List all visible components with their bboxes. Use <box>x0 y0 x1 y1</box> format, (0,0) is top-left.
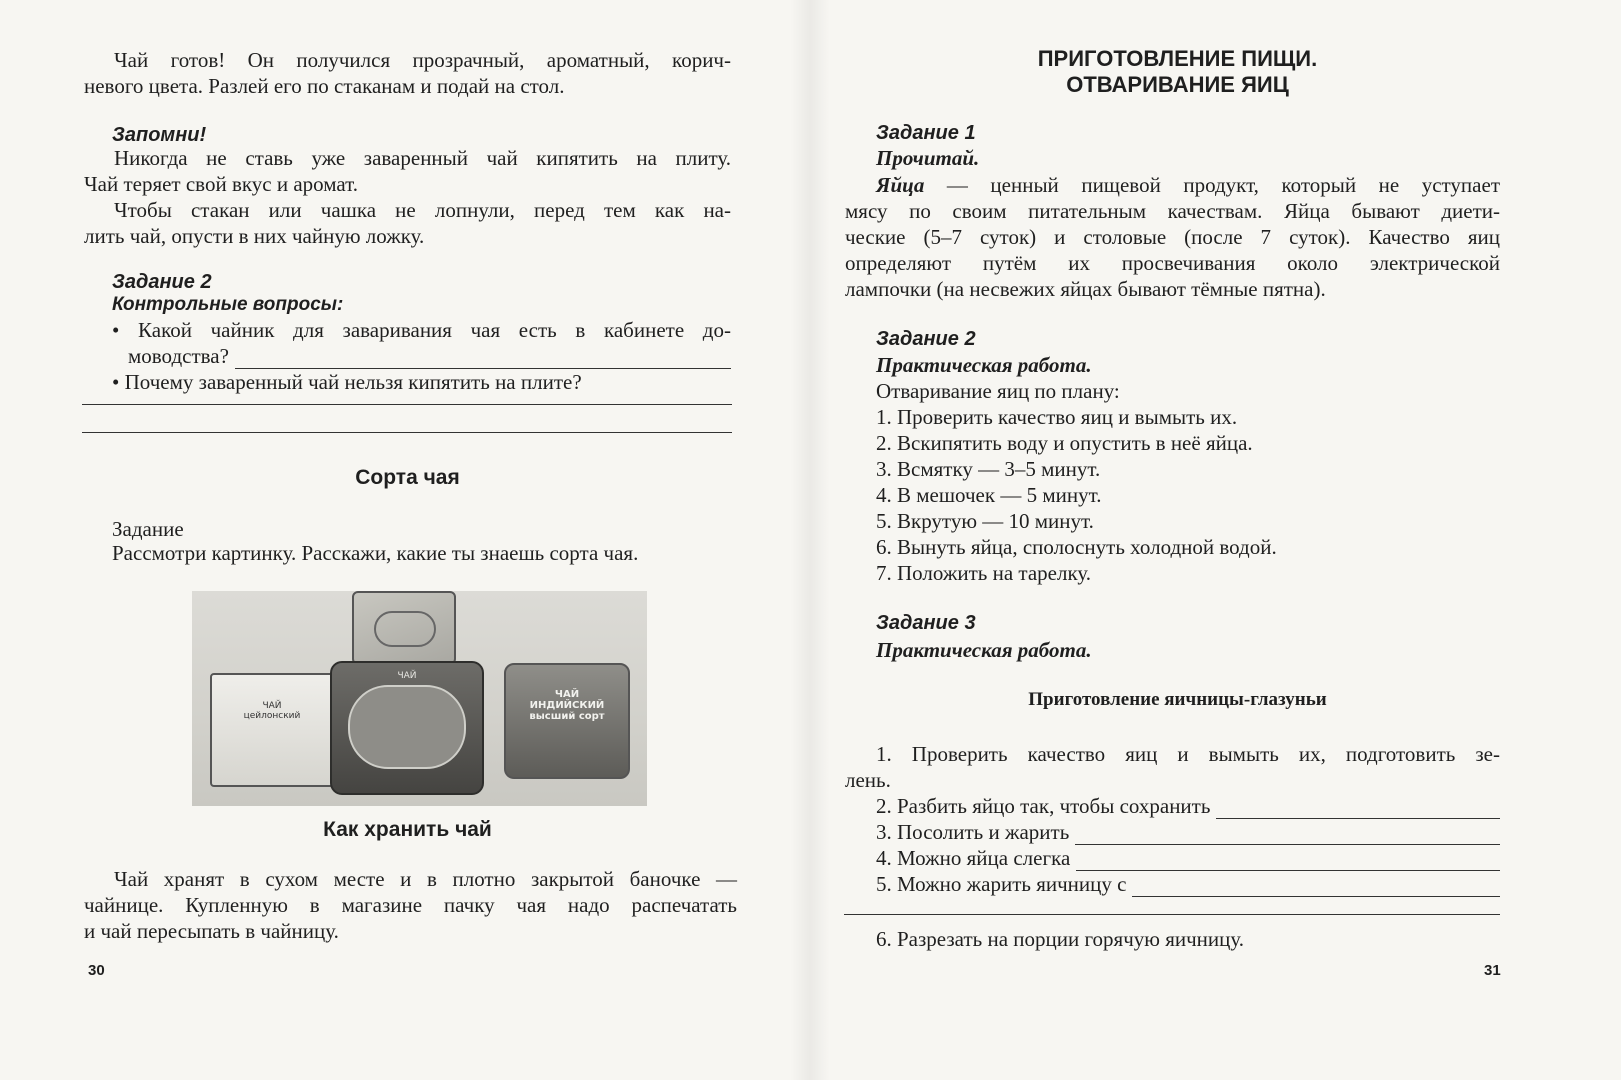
task1-line-4: определяют путём их просвечивания около электрической <box>845 251 1500 275</box>
plan-step: 1. Проверить качество яиц и вымыть их. <box>876 405 1238 429</box>
plan-step: 6. Вынуть яйца, сполоснуть холодной водой. <box>876 535 1277 559</box>
answer-line-1[interactable] <box>235 350 731 369</box>
task2-subtitle-right: Практическая работа. <box>876 353 1092 377</box>
answer-line-2[interactable] <box>82 404 732 405</box>
remember-line-2: Чай теряет свой вкус и аромат. <box>84 172 359 196</box>
task1-subtitle: Прочитай. <box>876 146 980 170</box>
recipe-step-1: 1. Проверить качество яиц и вымыть их, подготовить зе- <box>876 742 1500 766</box>
tin-landscape-oval <box>348 685 466 769</box>
recipe-step-4: 4. Можно яйца слегка <box>876 845 1500 871</box>
recipe-step-6: 6. Разрезать на порции горячую яичницу. <box>876 927 1245 951</box>
page-number-right: 31 <box>1484 962 1501 979</box>
tea-storage-line-3: и чай пересыпать в чайницу. <box>84 919 339 943</box>
recipe-step-2: 2. Разбить яйцо так, чтобы сохранить <box>876 793 1500 819</box>
remember-line-1: Никогда не ставь уже заваренный чай кипятить на плиту. <box>114 146 731 170</box>
remember-title: Запомни! <box>112 124 207 146</box>
task1-title: Задание 1 <box>876 122 976 144</box>
task2-title: Задание 2 <box>112 271 212 293</box>
tea-storage-line-2: чайнице. Купленную в магазине пачку чая надо распечатать <box>84 893 737 917</box>
recipe-step-1-cont: лень. <box>845 768 891 792</box>
answer-line-step-2[interactable] <box>1216 800 1500 819</box>
remember-line-3: Чтобы стакан или чашка не лопнули, перед тем как на- <box>114 198 731 222</box>
intro-paragraph: Чай готов! Он получился прозрачный, ароматный, корич- <box>114 48 731 72</box>
plan-step: 3. Всмятку — 3–5 минут. <box>876 457 1101 481</box>
plan-step: 7. Положить на тарелку. <box>876 561 1092 585</box>
page-title-line-1: ПРИГОТОВЛЕНИЕ ПИЩИ. <box>1037 46 1318 71</box>
tea-storage-line-1: Чай хранят в сухом месте и в плотно закрытой баночке — <box>114 867 737 891</box>
intro-paragraph-line2: невого цвета. Разлей его по стаканам и подай на стол. <box>84 74 565 98</box>
left-page <box>0 0 800 1080</box>
task2-title-right: Задание 2 <box>876 328 976 350</box>
task1-line-1: Яйца — ценный пищевой продукт, который не уступает <box>876 173 1500 197</box>
recipe-step-3: 3. Посолить и жарить <box>876 819 1500 845</box>
remember-line-4: лить чай, опусти в них чайную ложку. <box>84 224 425 248</box>
plan-step: 4. В мешочек — 5 минут. <box>876 483 1102 507</box>
right-page <box>820 0 1621 1080</box>
tea-tin-center <box>330 661 484 795</box>
tea-tin-right <box>504 663 630 779</box>
answer-line-3[interactable] <box>82 432 732 433</box>
tea-varieties-heading: Сорта чая <box>355 466 460 489</box>
tea-tin-top <box>352 591 456 665</box>
task2-question-1: • Какой чайник для заваривания чая есть в кабинете до- <box>112 318 731 342</box>
task2-question-2: • Почему заваренный чай нельзя кипятить на плите? <box>112 370 582 394</box>
recipe-step-5: 5. Можно жарить яичницу с <box>876 871 1500 897</box>
tin-emblem <box>374 611 436 647</box>
tea-tin-right-label: ЧАЙ ИНДИЙСКИЙ высший сорт <box>529 689 605 722</box>
task1-line-2: мясу по своим питательным качествам. Яйца бывают диети- <box>845 199 1500 223</box>
page-number-left: 30 <box>88 962 105 979</box>
tea-varieties-task-text: Рассмотри картинку. Расскажи, какие ты знаешь сорта чая. <box>112 541 639 565</box>
plan-step: 5. Вкрутую — 10 минут. <box>876 509 1094 533</box>
boiling-plan-intro: Отваривание яиц по плану: <box>876 379 1120 403</box>
tea-varieties-task-label: Задание <box>112 517 184 541</box>
tea-tin-left <box>210 673 334 787</box>
task3-subtitle: Практическая работа. <box>876 638 1092 662</box>
task1-line-5: лампочки (на несвежих яйцах бывают тёмные пятна). <box>845 277 1326 301</box>
plan-step: 2. Вскипятить воду и опустить в неё яйца. <box>876 431 1253 455</box>
page-title <box>840 46 1515 98</box>
tea-tin-left-label: ЧАЙ цейлонский <box>243 701 301 721</box>
recipe-title: Приготовление яичницы-глазуньи <box>1028 689 1327 710</box>
tea-tins-photo <box>192 591 647 806</box>
page-title-line-2: ОТВАРИВАНИЕ ЯИЦ <box>1066 72 1289 97</box>
task1-line-3: ческие (5–7 суток) и столовые (после 7 суток). Качество яиц <box>845 225 1500 249</box>
tea-storage-heading: Как хранить чай <box>323 818 492 841</box>
task2-subtitle: Контрольные вопросы: <box>112 294 344 315</box>
task3-title: Задание 3 <box>876 612 976 634</box>
answer-line-step-4[interactable] <box>1076 852 1500 871</box>
answer-line-step-3[interactable] <box>1075 826 1500 845</box>
task1-term: Яйца <box>876 173 925 197</box>
answer-line-step-5[interactable] <box>1132 878 1500 897</box>
answer-line-step-5-cont[interactable] <box>844 914 1500 915</box>
tea-tin-center-label: ЧАЙ <box>397 671 417 681</box>
task2-question-1-cont: моводства? <box>128 343 731 369</box>
